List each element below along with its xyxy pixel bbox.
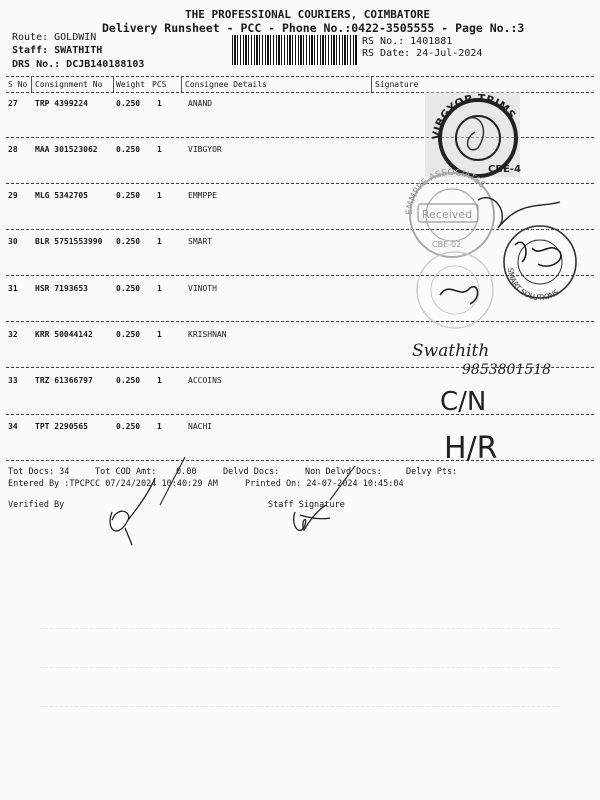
row-consignment: BLR 5751553990 — [35, 237, 103, 246]
row-weight: 0.250 — [116, 99, 141, 108]
bleed-through — [40, 620, 560, 790]
row-consignee: NACHI — [188, 422, 213, 431]
row-consignment: TPT 2290565 — [35, 422, 88, 431]
verified-signature — [110, 478, 155, 545]
row-consignee: VIBGYOR — [188, 145, 222, 154]
total-cod-label: Tot COD Amt: — [95, 467, 157, 477]
vibgyor-stamp-text: VIBGYOR TRIMS — [429, 91, 519, 141]
row-pcs: 1 — [157, 191, 162, 200]
route-label: Route: GOLDWIN — [12, 32, 97, 43]
total-cod-value: 0.00 — [176, 467, 197, 477]
handwritten-hr: H/R — [444, 431, 498, 466]
handwritten-name: Swathith — [412, 341, 490, 361]
row-consignment: MAA 301523062 — [35, 145, 98, 154]
non-delivered-docs: Non Delvd Docs: — [305, 467, 382, 477]
svg-text:SMART SOLUTIONS — [506, 267, 561, 302]
col-signature: Signature — [375, 80, 419, 89]
emmppe-stamp — [405, 168, 560, 257]
rs-number: RS No.: 1401881 — [362, 36, 453, 47]
pen-stroke — [160, 457, 185, 505]
delivered-docs: Delvd Docs: — [223, 467, 280, 477]
col-pcs: PCS — [152, 80, 167, 89]
staff-label: Staff: SWATHITH — [12, 45, 103, 56]
emmppe-stamp-code: CBE-02 — [432, 240, 462, 249]
row-consignment: MLG 5342705 — [35, 191, 88, 200]
row-weight: 0.250 — [116, 422, 141, 431]
handwritten-cn: C/N — [440, 387, 487, 417]
col-weight: Weight — [116, 80, 145, 89]
emmppe-stamp-text: EMMPPE ASSOCIATES — [404, 167, 488, 216]
runsheet-title: Delivery Runsheet - PCC - Phone No.:0422-3505555 - Page No.:3 — [102, 21, 525, 35]
row-consignment: TRZ 61366797 — [35, 376, 93, 385]
total-docs: Tot Docs: 34 — [8, 467, 70, 477]
drs-number: DRS No.: DCJB140188103 — [12, 59, 145, 70]
vibgyor-stamp-code: CBE-4 — [488, 164, 521, 175]
row-consignment: HSR 7193653 — [35, 284, 88, 293]
row-consignment: TRP 4399224 — [35, 99, 88, 108]
row-pcs: 1 — [157, 376, 162, 385]
signature-scribble — [478, 198, 560, 228]
row-sno: 29 — [8, 191, 18, 200]
row-consignee: ANAND — [188, 99, 213, 108]
company-name: THE PROFESSIONAL COURIERS, COIMBATORE — [185, 8, 431, 21]
row-pcs: 1 — [157, 284, 162, 293]
smart-stamp-text: SMART SOLUTIONS — [505, 267, 561, 303]
signature-scribble — [515, 242, 561, 266]
signature-scribble — [440, 287, 478, 304]
row-pcs: 1 — [157, 422, 162, 431]
row-weight: 0.250 — [116, 376, 141, 385]
row-consignee: EMMPPE — [188, 191, 217, 200]
printed-on: Printed On: 24-07-2024 10:45:04 — [245, 479, 404, 489]
row-pcs: 1 — [157, 237, 162, 246]
entered-by: Entered By :TPCPCC 07/24/2024 10:40:29 AM — [8, 479, 218, 489]
row-pcs: 1 — [157, 99, 162, 108]
row-consignee: VINOTH — [188, 284, 217, 293]
received-label: Received — [422, 208, 473, 221]
row-weight: 0.250 — [116, 145, 141, 154]
row-weight: 0.250 — [116, 284, 141, 293]
vibgyor-stamp — [425, 92, 521, 177]
rs-date: RS Date: 24-Jul-2024 — [362, 48, 483, 59]
row-sno: 30 — [8, 237, 18, 246]
row-weight: 0.250 — [116, 191, 141, 200]
smart-stamp — [504, 226, 576, 302]
pen-stroke — [330, 466, 355, 500]
row-weight: 0.250 — [116, 237, 141, 246]
row-sno: 34 — [8, 422, 18, 431]
col-consignment: Consignment No — [35, 80, 103, 89]
row-sno: 31 — [8, 284, 18, 293]
handwritten-phone: 9853801518 — [462, 362, 552, 378]
faint-stamp — [417, 252, 493, 328]
row-sno: 28 — [8, 145, 18, 154]
delivery-points: Delvy Pts: — [406, 467, 458, 477]
row-pcs: 1 — [157, 330, 162, 339]
row-pcs: 1 — [157, 145, 162, 154]
row-consignee: KRISHNAN — [188, 330, 227, 339]
row-sno: 27 — [8, 99, 18, 108]
staff-signature: Staff Signature — [268, 500, 345, 510]
col-sno: S No — [8, 80, 28, 89]
row-consignment: KRR 50044142 — [35, 330, 93, 339]
verified-by: Verified By — [8, 500, 65, 510]
row-sno: 32 — [8, 330, 18, 339]
col-consignee: Consignee Details — [185, 80, 267, 89]
row-sno: 33 — [8, 376, 18, 385]
row-weight: 0.250 — [116, 330, 141, 339]
row-consignee: SMART — [188, 237, 213, 246]
row-consignee: ACCOINS — [188, 376, 222, 385]
staff-signature-scribble — [294, 505, 330, 530]
